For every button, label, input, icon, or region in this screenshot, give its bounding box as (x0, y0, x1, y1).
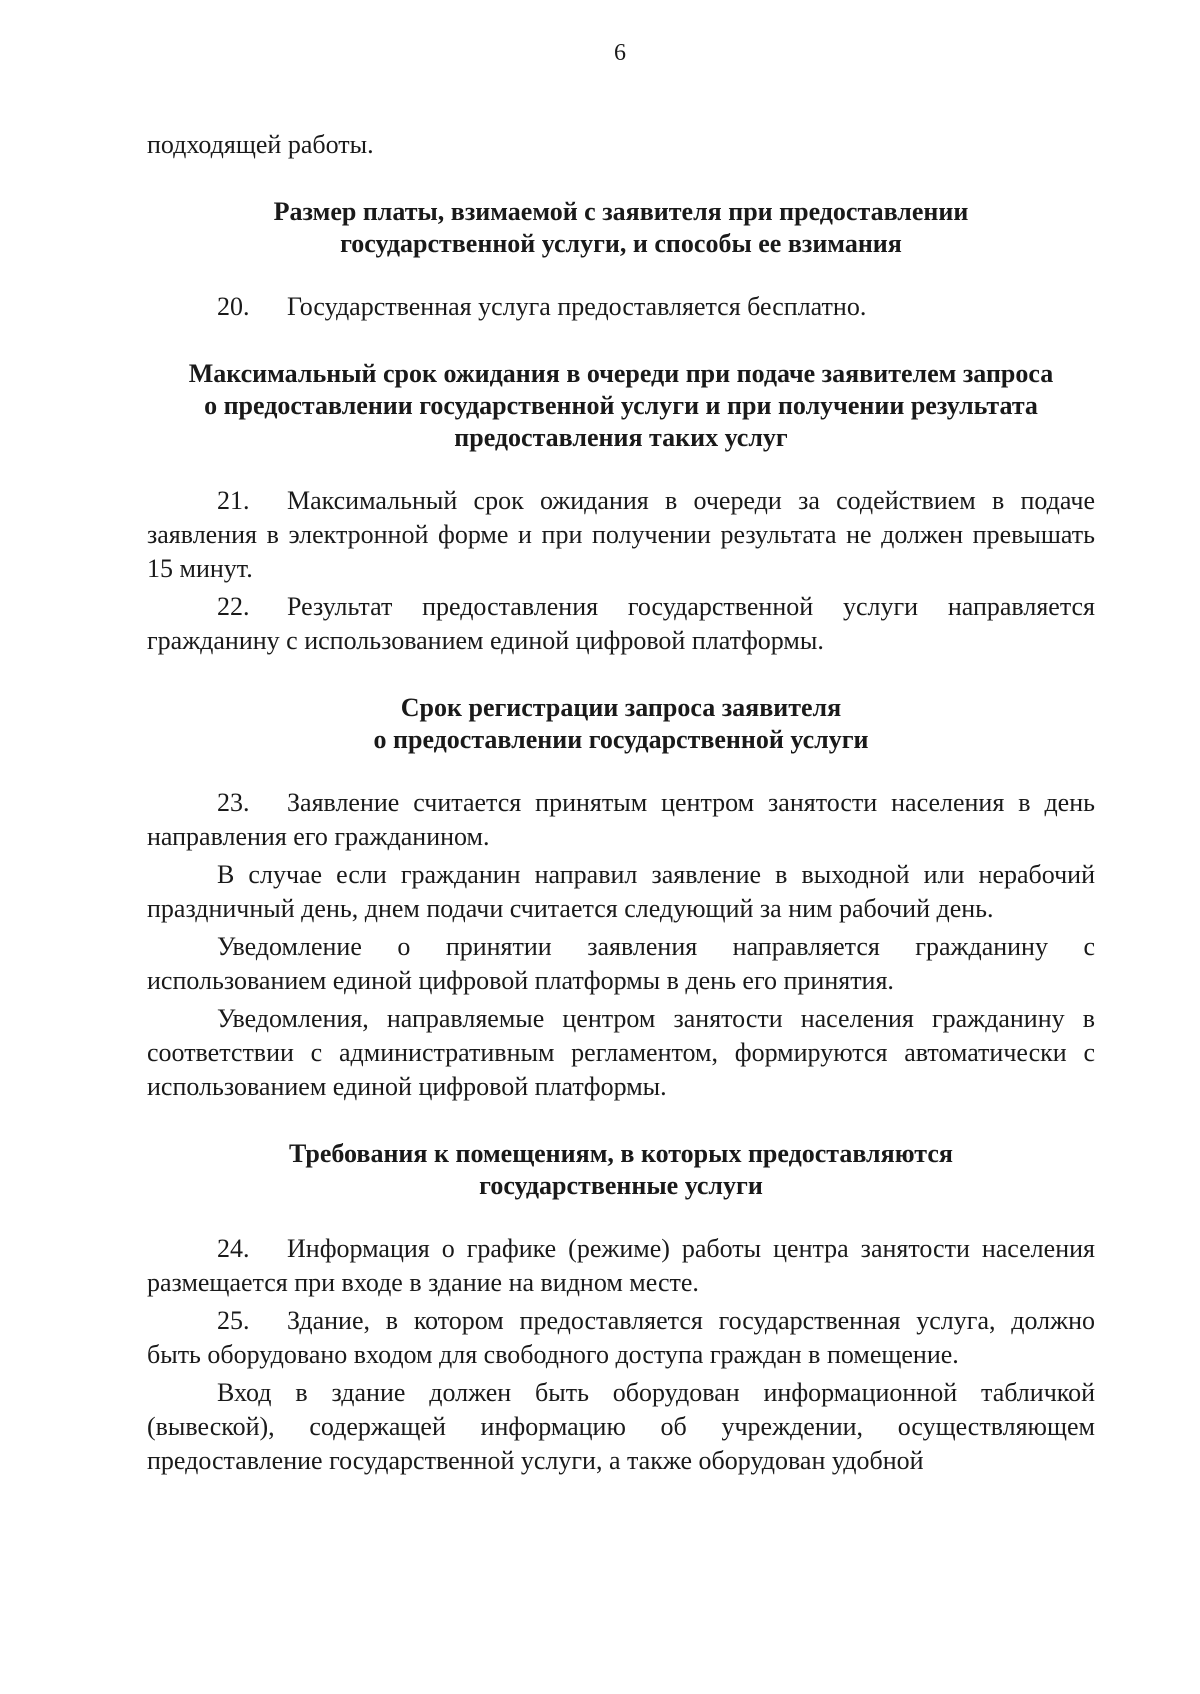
paragraph-23-notification: Уведомление о принятии заявления направляется гражданину с использованием единой цифровой платформы в день его принятия. (147, 932, 1095, 995)
paragraph-number: 23. (217, 788, 250, 817)
heading-line: о предоставлении государственной услуги и при получении результата (204, 391, 1038, 420)
paragraph-number: 22. (217, 592, 250, 621)
page-number: 6 (614, 40, 626, 66)
paragraph-number: 25. (217, 1306, 250, 1335)
heading-line: предоставления таких услуг (454, 423, 788, 452)
heading-line: о предоставлении государственной услуги (373, 725, 869, 754)
heading-registration (147, 692, 1095, 756)
paragraph-23-holiday: В случае если гражданин направил заявление в выходной или нерабочий праздничный день, днем подачи считается следующий за ним рабочий день. (147, 860, 1095, 923)
paragraph-24 (147, 1232, 1095, 1300)
paragraph-23-notifications: Уведомления, направляемые центром занятости населения гражданину в соответствии с административным регламентом, формируются автоматически с использованием единой цифровой платформы. (147, 1004, 1095, 1101)
heading-line: Размер платы, взимаемой с заявителя при предоставлении (273, 197, 969, 226)
paragraph-text: Здание, в котором предоставляется государственная услуга, должно быть оборудовано входом для свободного доступа граждан в помещение. (147, 1306, 1095, 1369)
paragraph-number: 24. (217, 1234, 250, 1263)
paragraph-continuation: подходящей работы. (147, 130, 374, 159)
paragraph-text: Информация о графике (режиме) работы центра занятости населения размещается при входе в здание на видном месте. (147, 1234, 1095, 1297)
paragraph-text: Заявление считается принятым центром занятости населения в день направления его гражданином. (147, 788, 1095, 851)
paragraph-number: 21. (217, 486, 250, 515)
heading-line: Срок регистрации запроса заявителя (400, 693, 842, 722)
heading-line: государственные услуги (479, 1171, 763, 1200)
paragraph-22 (147, 590, 1095, 658)
paragraph-text: Максимальный срок ожидания в очереди за содействием в подаче заявления в электронной форме и при получении результата не должен превышать 15 минут. (147, 486, 1095, 583)
heading-line: государственной услуги, и способы ее взимания (340, 229, 902, 258)
heading-fee (147, 196, 1095, 260)
heading-line: Максимальный срок ожидания в очереди при подаче заявителем запроса (188, 359, 1054, 388)
heading-line: Требования к помещениям, в которых предоставляются (289, 1139, 953, 1168)
paragraph-20 (147, 290, 1095, 324)
paragraph-text: Государственная услуга предоставляется бесплатно. (287, 292, 867, 321)
heading-queue-time (147, 358, 1095, 454)
paragraph-text: Результат предоставления государственной услуги направляется гражданину с использованием единой цифровой платформы. (147, 592, 1095, 655)
document-body (147, 128, 1095, 1478)
heading-premises (147, 1138, 1095, 1202)
paragraph-21 (147, 484, 1095, 586)
paragraph-number: 20. (217, 292, 250, 321)
paragraph-25-entrance: Вход в здание должен быть оборудован информационной табличкой (вывеской), содержащей информацию об учреждении, осуществляющем предоставление государственной услуги, а также оборудован удобной (147, 1378, 1095, 1475)
paragraph-23 (147, 786, 1095, 854)
paragraph-25 (147, 1304, 1095, 1372)
